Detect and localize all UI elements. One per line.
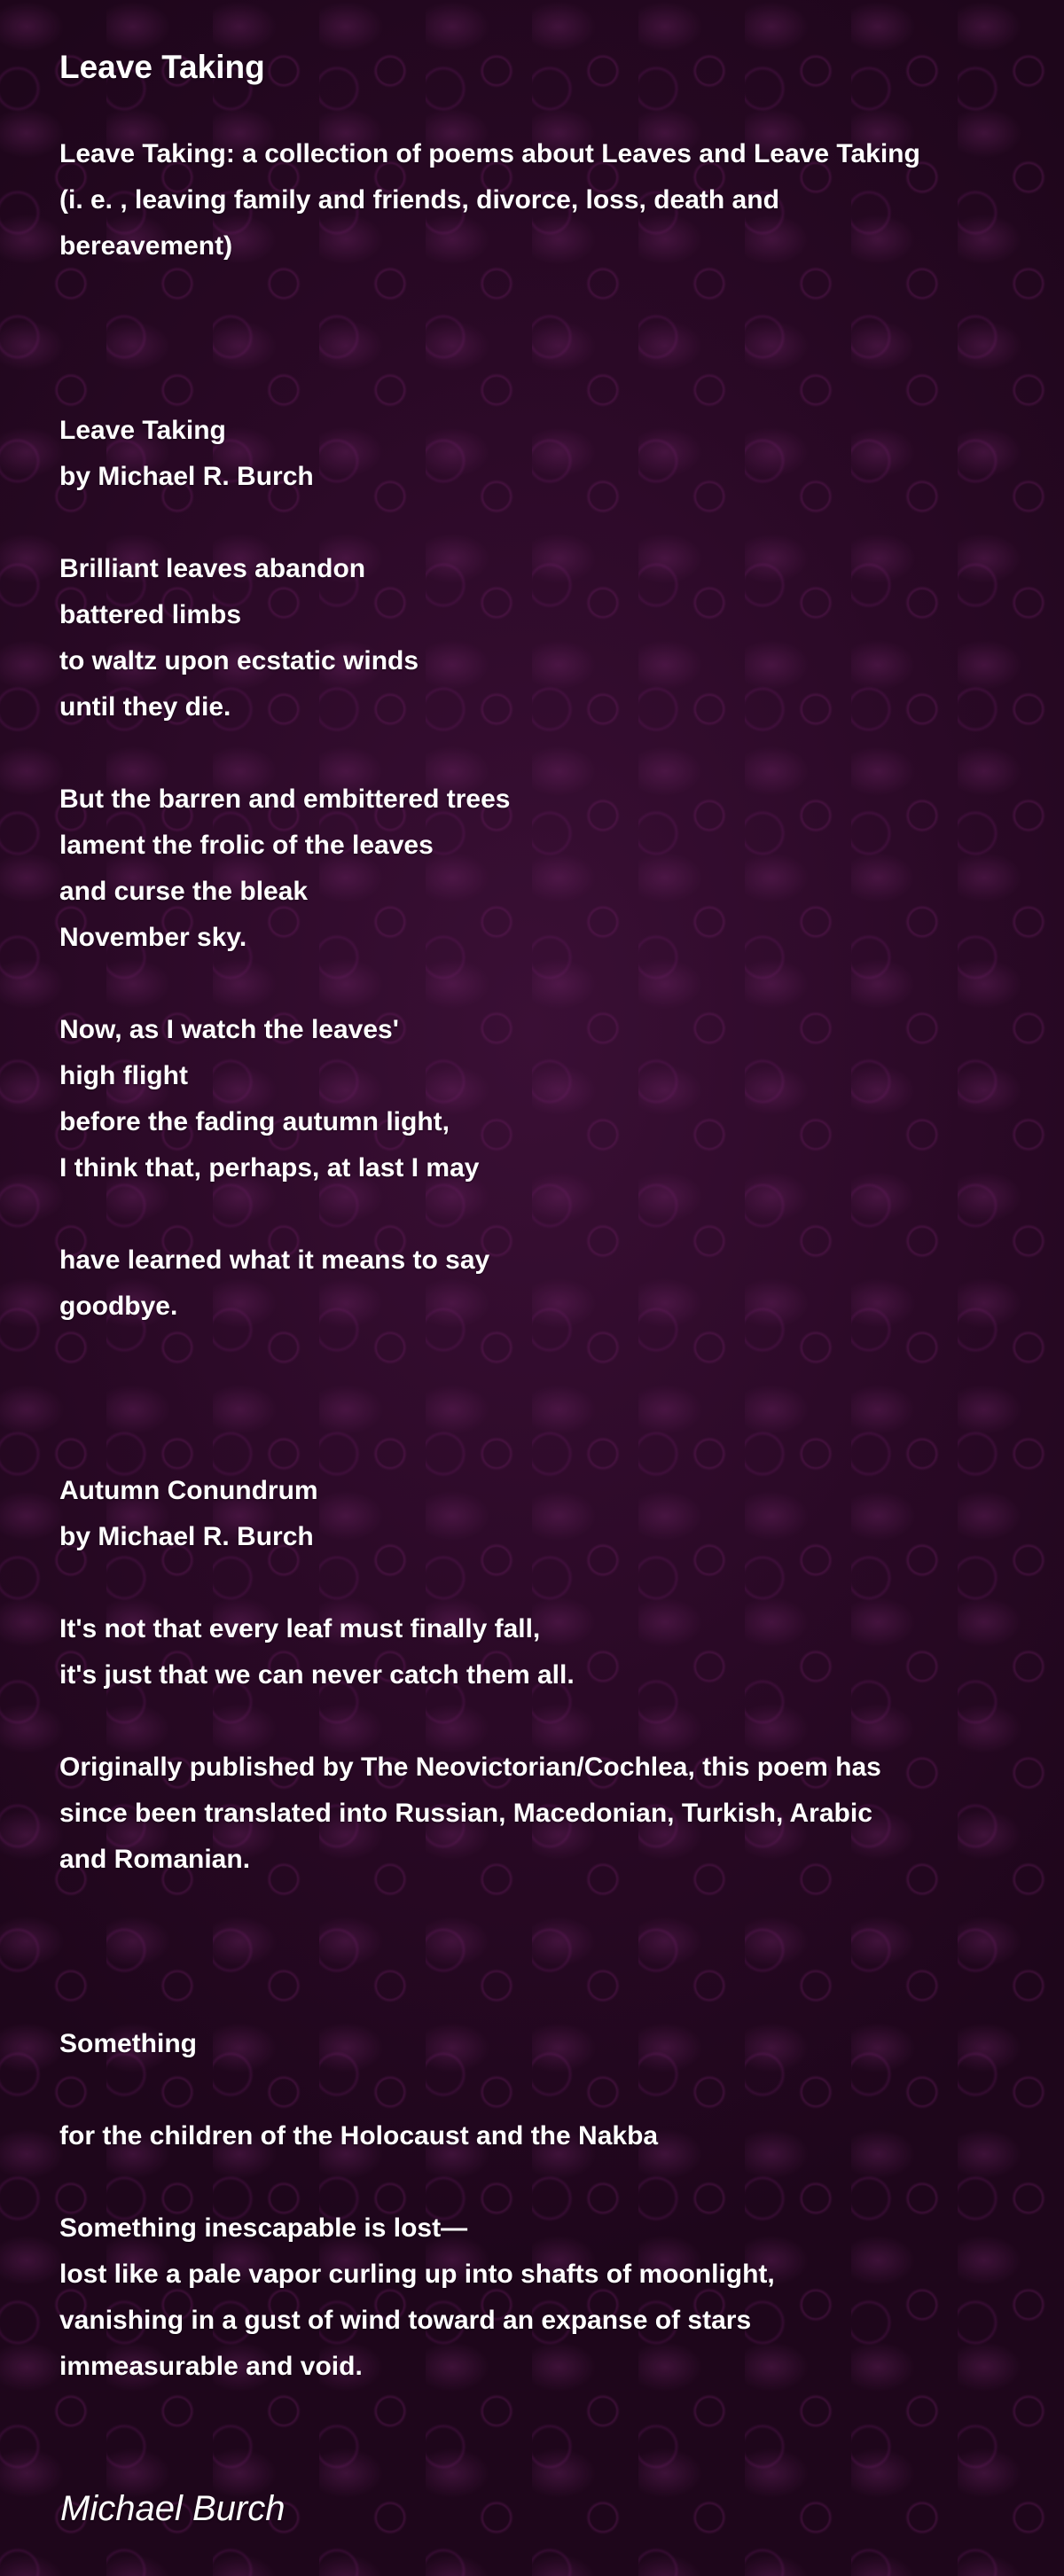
author-signature: Michael Burch [60,2489,286,2528]
blank-line [59,1975,1017,2021]
poem-line: Autumn Conundrum [59,1476,318,1505]
blank-line [59,316,1017,362]
page-title: Leave Taking [59,49,265,85]
poem-line: have learned what it means to say [59,1245,490,1275]
poem-line: it's just that we can never catch them all. [59,1660,575,1690]
poem-line: high flight [59,1061,188,1090]
poem-line: and Romanian. [59,1845,251,1874]
poem-line: It's not that every leaf must finally fall, [59,1614,541,1643]
poem-line: battered limbs [59,600,242,629]
poem-line: Leave Taking: a collection of poems about Leaves and Leave Taking [59,139,920,168]
poem-line: to waltz upon ecstatic winds [59,646,419,675]
blank-line [59,1422,1017,1468]
poem-line: (i. e. , leaving family and friends, divorce, loss, death and [59,185,779,215]
poem-line: Something inescapable is lost— [59,2213,468,2243]
poem-line: But the barren and embittered trees [59,785,511,814]
blank-line [59,1376,1017,1422]
poem-line: Originally published by The Neovictorian/Cochlea, this poem has [59,1752,881,1782]
blank-line [59,1698,1017,1745]
poem-body [59,131,1017,2390]
poem-line: goodbye. [59,1292,178,1321]
poem-line: by Michael R. Burch [59,1522,314,1551]
blank-line [59,730,1017,777]
poem-line: before the fading autumn light, [59,1107,450,1136]
poem-line: Leave Taking [59,416,226,445]
blank-line [59,500,1017,546]
poem-line: by Michael R. Burch [59,462,314,491]
blank-line [59,1191,1017,1237]
poem-line: November sky. [59,923,247,952]
poem-line: for the children of the Holocaust and the Nakba [59,2121,659,2151]
blank-line [59,1929,1017,1975]
poem-line: immeasurable and void. [59,2352,363,2381]
poem-line: bereavement) [59,231,233,261]
blank-line [59,1330,1017,1376]
poem-line: lament the frolic of the leaves [59,831,434,860]
blank-line [59,1560,1017,1606]
poem-line: and curse the bleak [59,877,309,906]
blank-line [59,2159,1017,2205]
poem-line: until they die. [59,692,231,722]
blank-line [59,961,1017,1007]
poem-line: Now, as I watch the leaves' [59,1015,399,1044]
poem-line: Brilliant leaves abandon [59,554,366,583]
poem-line: lost like a pale vapor curling up into shafts of moonlight, [59,2260,775,2289]
poem-line: vanishing in a gust of wind toward an expanse of stars [59,2306,752,2335]
poem-line: I think that, perhaps, at last I may [59,1153,480,1183]
poem-line: since been translated into Russian, Macedonian, Turkish, Arabic [59,1799,872,1828]
blank-line [59,2067,1017,2113]
blank-line [59,1883,1017,1929]
blank-line [59,362,1017,408]
poem-line: Something [59,2029,197,2058]
blank-line [59,269,1017,316]
